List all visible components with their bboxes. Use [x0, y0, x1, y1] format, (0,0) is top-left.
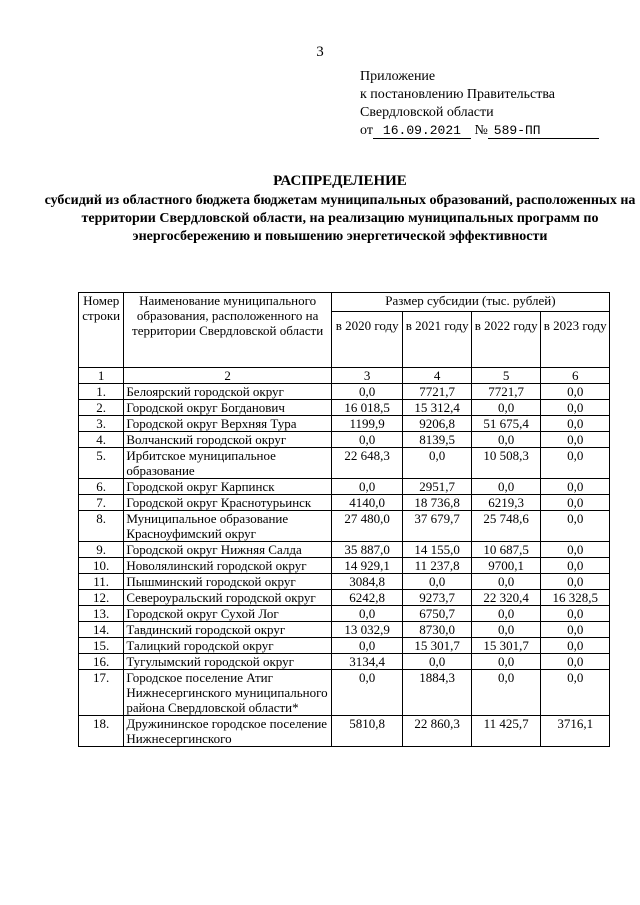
- value-2023: 0,0: [541, 384, 610, 400]
- value-2021: 0,0: [403, 574, 472, 590]
- header-subsidy-size: Размер субсидии (тыс. рублей): [331, 293, 609, 312]
- table-row: [79, 400, 610, 416]
- value-2021: 8730,0: [403, 622, 472, 638]
- appendix-line-3: Свердловской области: [360, 105, 494, 120]
- value-2020: 0,0: [331, 384, 403, 400]
- number-label: №: [474, 123, 488, 138]
- appendix-date-line: [360, 122, 599, 140]
- value-2021: 18 736,8: [403, 495, 472, 511]
- table-row: [79, 416, 610, 432]
- header-name: Наименование муниципального образования, расположенного на территории Свердловской области: [124, 293, 332, 368]
- municipality-name: Городской округ Карпинск: [124, 479, 332, 495]
- column-number: 5: [471, 368, 541, 384]
- table-row: [79, 479, 610, 495]
- row-number: 3.: [79, 416, 124, 432]
- value-2022: 9700,1: [471, 558, 541, 574]
- table-row: [79, 384, 610, 400]
- document-subtitle: субсидий из областного бюджета бюджетам муниципальных образований, расположенных на территории Свердловской области, на реализацию муниципальных программ по энергосбережению и повышению энергетической эффективности: [44, 193, 636, 244]
- value-2020: 13 032,9: [331, 622, 403, 638]
- header-year-2020: в 2020 году: [331, 312, 403, 368]
- municipality-name: Ирбитское муниципальное образование: [124, 448, 332, 479]
- header-year-2021: в 2021 году: [403, 312, 472, 368]
- value-2021: 22 860,3: [403, 716, 472, 747]
- value-2020: 3134,4: [331, 654, 403, 670]
- column-number: 6: [541, 368, 610, 384]
- table-row: [79, 542, 610, 558]
- header-row: [79, 293, 610, 312]
- value-2023: 0,0: [541, 495, 610, 511]
- value-2021: 9206,8: [403, 416, 472, 432]
- value-2023: 0,0: [541, 432, 610, 448]
- value-2022: 0,0: [471, 432, 541, 448]
- value-2023: 0,0: [541, 511, 610, 542]
- value-2021: 37 679,7: [403, 511, 472, 542]
- value-2023: 0,0: [541, 654, 610, 670]
- value-2022: 0,0: [471, 606, 541, 622]
- value-2023: 0,0: [541, 448, 610, 479]
- table-row: [79, 716, 610, 747]
- row-number: 16.: [79, 654, 124, 670]
- municipality-name: Городской округ Верхняя Тура: [124, 416, 332, 432]
- value-2022: 0,0: [471, 622, 541, 638]
- row-number: 15.: [79, 638, 124, 654]
- value-2022: 0,0: [471, 400, 541, 416]
- header-year-2022: в 2022 году: [471, 312, 541, 368]
- value-2021: 14 155,0: [403, 542, 472, 558]
- row-number: 2.: [79, 400, 124, 416]
- appendix-line-2: к постановлению Правительства: [360, 87, 556, 102]
- value-2023: 16 328,5: [541, 590, 610, 606]
- municipality-name: Пышминский городской округ: [124, 574, 332, 590]
- row-number: 12.: [79, 590, 124, 606]
- row-number: 13.: [79, 606, 124, 622]
- row-number: 4.: [79, 432, 124, 448]
- value-2020: 14 929,1: [331, 558, 403, 574]
- table-row: [79, 654, 610, 670]
- value-2020: 5810,8: [331, 716, 403, 747]
- table-row: [79, 574, 610, 590]
- value-2023: 0,0: [541, 542, 610, 558]
- value-2023: 0,0: [541, 638, 610, 654]
- value-2022: 25 748,6: [471, 511, 541, 542]
- appendix-line-1: Приложение: [360, 69, 436, 84]
- value-2021: 0,0: [403, 654, 472, 670]
- row-number: 18.: [79, 716, 124, 747]
- table-row: [79, 495, 610, 511]
- column-number: 1: [79, 368, 124, 384]
- column-number: 2: [124, 368, 332, 384]
- municipality-name: Североуральский городской округ: [124, 590, 332, 606]
- municipality-name: Городской округ Богданович: [124, 400, 332, 416]
- value-2021: 9273,7: [403, 590, 472, 606]
- row-number: 10.: [79, 558, 124, 574]
- value-2020: 0,0: [331, 432, 403, 448]
- value-2021: 2951,7: [403, 479, 472, 495]
- value-2022: 0,0: [471, 574, 541, 590]
- value-2020: 27 480,0: [331, 511, 403, 542]
- value-2022: 10 687,5: [471, 542, 541, 558]
- value-2023: 0,0: [541, 479, 610, 495]
- value-2022: 0,0: [471, 670, 541, 716]
- row-number: 14.: [79, 622, 124, 638]
- value-2022: 51 675,4: [471, 416, 541, 432]
- value-2022: 10 508,3: [471, 448, 541, 479]
- table-row: [79, 638, 610, 654]
- table-row: [79, 432, 610, 448]
- municipality-name: Городской округ Сухой Лог: [124, 606, 332, 622]
- value-2022: 7721,7: [471, 384, 541, 400]
- value-2020: 3084,8: [331, 574, 403, 590]
- value-2023: 0,0: [541, 670, 610, 716]
- value-2021: 8139,5: [403, 432, 472, 448]
- decree-number: 589-ПП: [488, 124, 599, 139]
- municipality-name: Тугулымский городской округ: [124, 654, 332, 670]
- municipality-name: Городское поселение Атиг Нижнесергинского муниципального района Свердловской области*: [124, 670, 332, 716]
- subsidy-table: [78, 292, 610, 747]
- municipality-name: Муниципальное образование Красноуфимский округ: [124, 511, 332, 542]
- value-2021: 15 301,7: [403, 638, 472, 654]
- value-2020: 1199,9: [331, 416, 403, 432]
- row-number: 9.: [79, 542, 124, 558]
- value-2023: 0,0: [541, 400, 610, 416]
- value-2022: 11 425,7: [471, 716, 541, 747]
- column-number: 3: [331, 368, 403, 384]
- from-label: от: [360, 123, 373, 138]
- value-2022: 22 320,4: [471, 590, 541, 606]
- value-2022: 15 301,7: [471, 638, 541, 654]
- value-2021: 1884,3: [403, 670, 472, 716]
- row-number: 8.: [79, 511, 124, 542]
- value-2022: 0,0: [471, 479, 541, 495]
- row-number: 5.: [79, 448, 124, 479]
- row-number: 6.: [79, 479, 124, 495]
- table-row: [79, 606, 610, 622]
- decree-date: 16.09.2021: [373, 124, 471, 139]
- document-title: РАСПРЕДЕЛЕНИЕ: [273, 173, 407, 189]
- table-row: [79, 622, 610, 638]
- value-2020: 22 648,3: [331, 448, 403, 479]
- municipality-name: Городской округ Краснотурьинск: [124, 495, 332, 511]
- appendix-block: [360, 68, 599, 140]
- value-2021: 15 312,4: [403, 400, 472, 416]
- value-2023: 0,0: [541, 416, 610, 432]
- municipality-name: Городской округ Нижняя Салда: [124, 542, 332, 558]
- row-number: 17.: [79, 670, 124, 716]
- value-2020: 4140,0: [331, 495, 403, 511]
- table-row: [79, 558, 610, 574]
- value-2023: 0,0: [541, 574, 610, 590]
- header-year-2023: в 2023 году: [541, 312, 610, 368]
- row-number: 11.: [79, 574, 124, 590]
- municipality-name: Белоярский городской округ: [124, 384, 332, 400]
- value-2020: 16 018,5: [331, 400, 403, 416]
- row-number: 7.: [79, 495, 124, 511]
- value-2020: 0,0: [331, 670, 403, 716]
- value-2021: 0,0: [403, 448, 472, 479]
- value-2021: 11 237,8: [403, 558, 472, 574]
- municipality-name: Волчанский городской округ: [124, 432, 332, 448]
- table-row: [79, 448, 610, 479]
- value-2021: 7721,7: [403, 384, 472, 400]
- value-2022: 0,0: [471, 654, 541, 670]
- column-number: 4: [403, 368, 472, 384]
- value-2020: 35 887,0: [331, 542, 403, 558]
- value-2023: 3716,1: [541, 716, 610, 747]
- value-2021: 6750,7: [403, 606, 472, 622]
- value-2020: 0,0: [331, 638, 403, 654]
- value-2023: 0,0: [541, 606, 610, 622]
- value-2020: 0,0: [331, 606, 403, 622]
- page-number: 3: [316, 44, 324, 60]
- row-number: 1.: [79, 384, 124, 400]
- header-row-number: Номер строки: [79, 293, 124, 368]
- table-row: [79, 511, 610, 542]
- table-row: [79, 670, 610, 716]
- municipality-name: Дружининское городское поселение Нижнесергинского: [124, 716, 332, 747]
- table-row: [79, 590, 610, 606]
- value-2023: 0,0: [541, 622, 610, 638]
- column-numbers-row: [79, 368, 610, 384]
- municipality-name: Тавдинский городской округ: [124, 622, 332, 638]
- value-2020: 0,0: [331, 479, 403, 495]
- document-heading: [40, 172, 640, 246]
- value-2022: 6219,3: [471, 495, 541, 511]
- value-2023: 0,0: [541, 558, 610, 574]
- municipality-name: Новолялинский городской округ: [124, 558, 332, 574]
- value-2020: 6242,8: [331, 590, 403, 606]
- municipality-name: Талицкий городской округ: [124, 638, 332, 654]
